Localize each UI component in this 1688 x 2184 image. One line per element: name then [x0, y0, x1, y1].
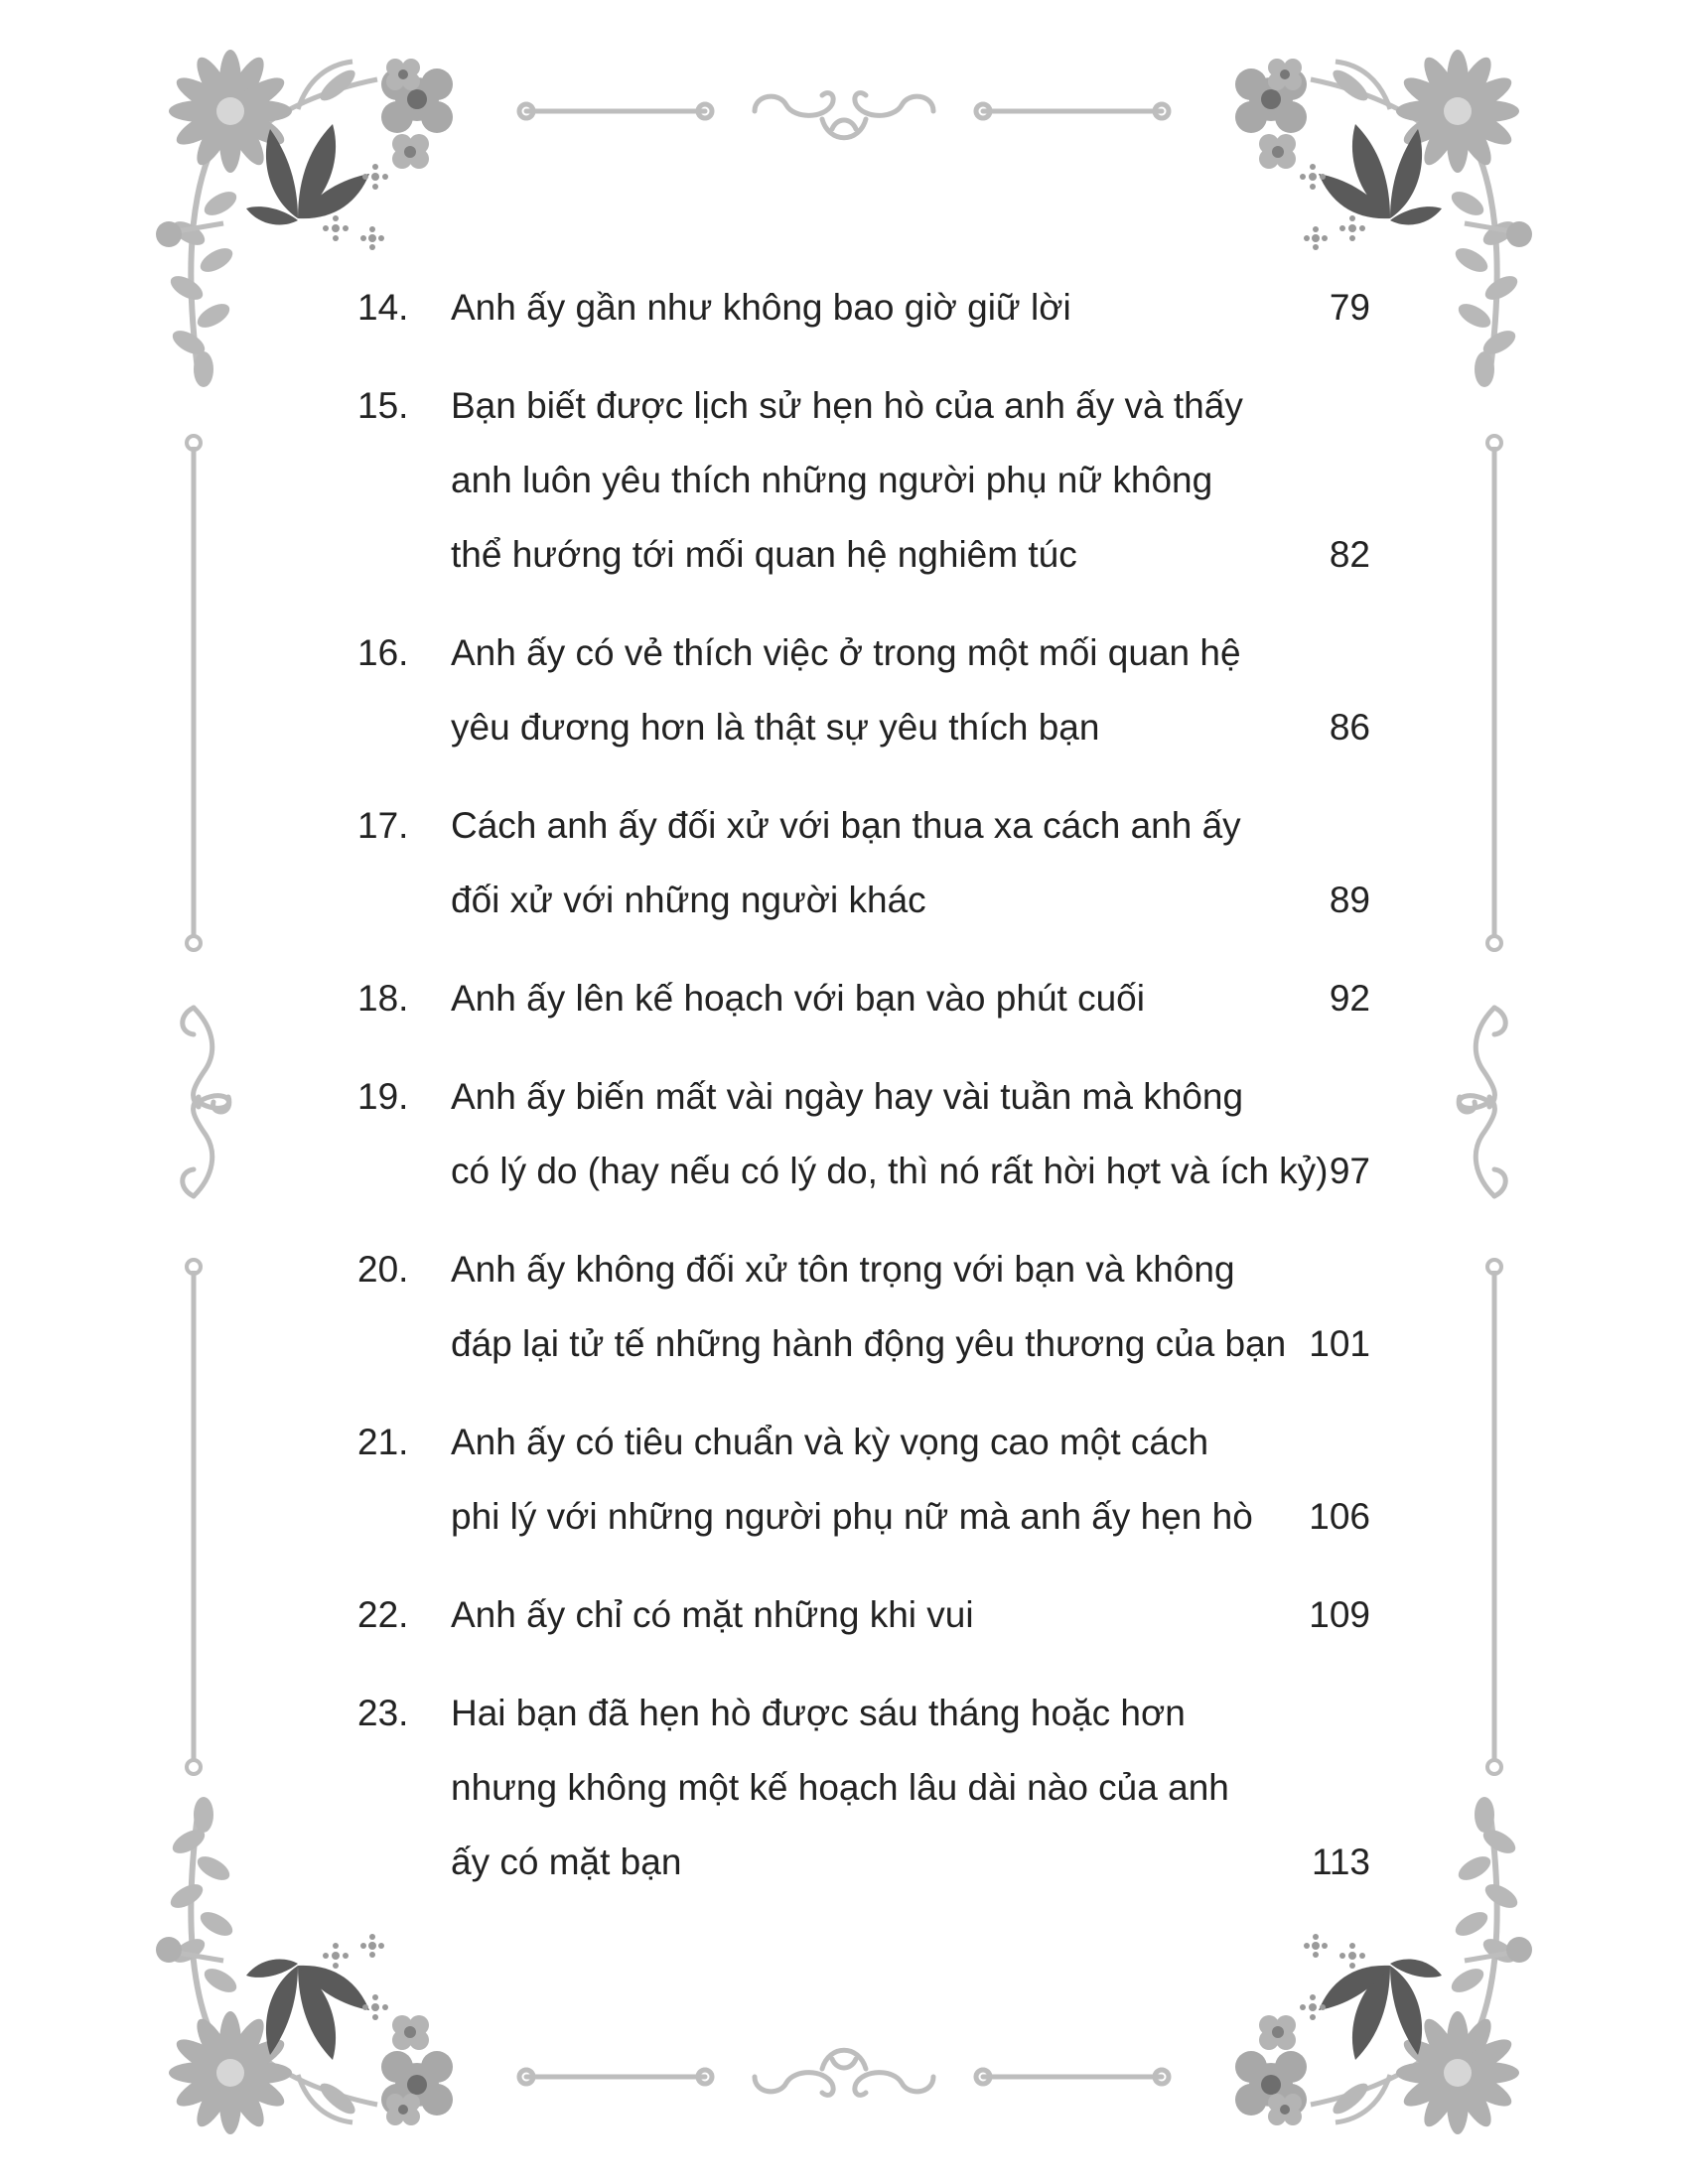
entry-number: 15.: [357, 385, 409, 426]
toc-entry[interactable]: [338, 1059, 1370, 1208]
entry-page-number: 86: [1329, 707, 1370, 748]
entry-page-number: 82: [1329, 534, 1370, 575]
entry-title-line: thể hướng tới mối quan hệ nghiêm túc: [451, 534, 1077, 575]
entry-title-line: nhưng không một kế hoạch lâu dài nào của anh: [451, 1767, 1229, 1808]
toc-entry[interactable]: [338, 1577, 1370, 1652]
toc-entry[interactable]: [338, 961, 1370, 1035]
toc-entry[interactable]: [338, 788, 1370, 937]
entry-title-line: anh luôn yêu thích những người phụ nữ không: [451, 460, 1213, 500]
entry-number: 23.: [357, 1693, 409, 1733]
entry-page-number: 89: [1329, 880, 1370, 920]
toc-entry[interactable]: [338, 1676, 1370, 1899]
entry-title-line: Anh ấy không đối xử tôn trọng với bạn và không: [451, 1249, 1235, 1290]
toc-entry[interactable]: [338, 615, 1370, 764]
entry-page-number: 113: [1312, 1842, 1370, 1882]
entry-title-line: Cách anh ấy đối xử với bạn thua xa cách anh ấy: [451, 805, 1241, 846]
toc-entry[interactable]: [338, 1232, 1370, 1381]
entry-page-number: 109: [1309, 1594, 1370, 1635]
entry-title-line: Anh ấy lên kế hoạch với bạn vào phút cuối: [451, 978, 1145, 1019]
entry-number: 20.: [357, 1249, 409, 1290]
entry-page-number: 79: [1329, 287, 1370, 328]
entry-title-line: có lý do (hay nếu có lý do, thì nó rất hời hợt và ích kỷ): [451, 1151, 1329, 1191]
entry-number: 19.: [357, 1076, 409, 1117]
entry-number: 22.: [357, 1594, 409, 1635]
entry-title-line: đáp lại tử tế những hành động yêu thương của bạn: [451, 1323, 1287, 1364]
entry-title-line: Hai bạn đã hẹn hò được sáu tháng hoặc hơn: [451, 1693, 1186, 1733]
table-of-contents: [338, 270, 1370, 1923]
toc-entry[interactable]: [338, 270, 1370, 344]
entry-number: 21.: [357, 1422, 409, 1462]
entry-number: 16.: [357, 632, 409, 673]
entry-page-number: 106: [1309, 1496, 1370, 1537]
entry-title-line: Anh ấy gần như không bao giờ giữ lời: [451, 287, 1071, 328]
toc-entry[interactable]: [338, 368, 1370, 592]
entry-title-line: Anh ấy chỉ có mặt những khi vui: [451, 1594, 974, 1635]
entry-title-line: đối xử với những người khác: [451, 880, 926, 920]
entry-title-line: Anh ấy biến mất vài ngày hay vài tuần mà không: [451, 1076, 1244, 1117]
entry-page-number: 92: [1329, 978, 1370, 1019]
entry-title-line: ấy có mặt bạn: [451, 1842, 682, 1882]
entry-number: 17.: [357, 805, 409, 846]
entry-title-line: Bạn biết được lịch sử hẹn hò của anh ấy và thấy: [451, 385, 1243, 426]
entry-number: 14.: [357, 287, 409, 328]
toc-entry[interactable]: [338, 1405, 1370, 1554]
entry-title-line: phi lý với những người phụ nữ mà anh ấy hẹn hò: [451, 1496, 1253, 1537]
entry-number: 18.: [357, 978, 409, 1019]
entry-page-number: 101: [1309, 1323, 1370, 1364]
entry-title-line: Anh ấy có vẻ thích việc ở trong một mối quan hệ: [451, 632, 1241, 673]
entry-page-number: 97: [1329, 1151, 1370, 1191]
entry-title-line: Anh ấy có tiêu chuẩn và kỳ vọng cao một cách: [451, 1422, 1209, 1462]
entry-title-line: yêu đương hơn là thật sự yêu thích bạn: [451, 707, 1100, 748]
